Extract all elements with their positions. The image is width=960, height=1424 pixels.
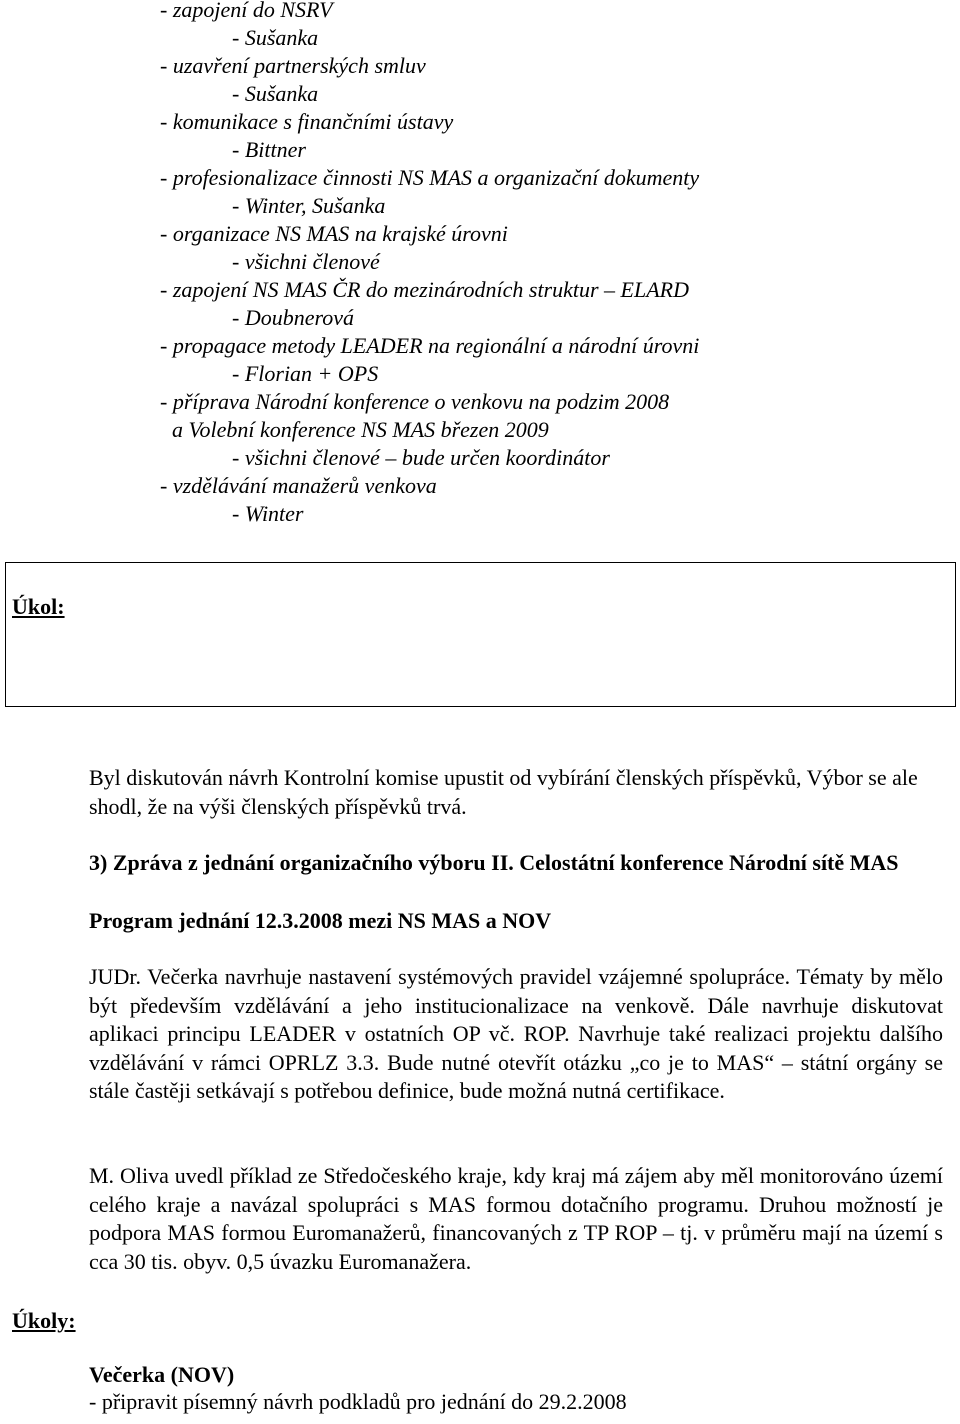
list-item: - vzdělávání manažerů venkova	[160, 473, 437, 498]
section-heading: 3) Zpráva z jednání organizačního výboru II. Celostátní konference Národní sítě MAS	[89, 850, 899, 875]
list-item: - Florian + OPS	[232, 361, 379, 386]
list-item: - Sušanka	[232, 81, 319, 106]
task-item: - připravit písemný návrh podkladů pro jednání do 29.2.2008	[89, 1389, 627, 1414]
discussion-paragraph: Byl diskutován návrh Kontrolní komise upustit od vybírání členských příspěvků, Výbor se ale shodl, že na výši členských příspěvků trvá.	[89, 765, 918, 819]
list-item: - Bittner	[232, 137, 306, 162]
list-item: - Winter	[232, 501, 304, 526]
ukoly-label: Úkoly:	[12, 1308, 76, 1333]
ukol-label: Úkol:	[12, 594, 65, 619]
list-item: - profesionalizace činnosti NS MAS a organizační dokumenty	[160, 165, 700, 190]
list-item: a Volební konference NS MAS březen 2009	[172, 417, 549, 442]
program-heading: Program jednání 12.3.2008 mezi NS MAS a NOV	[89, 908, 552, 933]
paragraph-vecerka: JUDr. Večerka navrhuje nastavení systémových pravidel vzájemné spolupráce. Tématy by mělo být především vzdělávání a jeho institucionalizace na venkově. Dále navrhuje diskutovat aplikaci principu LEADER v ostatních OP vč. ROP. Navrhuje také realizaci projektu dalšího vzdělávání v rámci OPRLZ 3.3. Bude nutné otevřít otázku „co je to MAS“ – státní orgány se stále častěji setkávají s potřebou definice, bude možná nutná certifikace.	[89, 964, 943, 1103]
list-item: - propagace metody LEADER na regionální a národní úrovni	[160, 333, 700, 358]
list-item: - komunikace s finančními ústavy	[160, 109, 454, 134]
list-item: - Winter, Sušanka	[232, 193, 386, 218]
list-item: - Sušanka	[232, 25, 319, 50]
list-item: - Doubnerová	[232, 305, 354, 330]
list-item: - uzavření partnerských smluv	[160, 53, 426, 78]
list-item: - všichni členové	[232, 249, 380, 274]
paragraph-oliva: M. Oliva uvedl příklad ze Středočeského kraje, kdy kraj má zájem aby měl monitorováno území celého kraje a navázal spolupráci s MAS formou dotačního programu. Druhou možností je podpora MAS formou Euromanažerů, financovaných z TP ROP – tj. v průměru mají na území s cca 30 tis. obyv. 0,5 úvazku Euromanažera.	[89, 1163, 943, 1274]
list-item: - příprava Národní konference o venkovu na podzim 2008	[160, 389, 670, 414]
list-item: - zapojení do NSRV	[160, 0, 333, 22]
task-box	[5, 562, 956, 707]
task-owner: Večerka (NOV)	[89, 1362, 235, 1387]
list-item: - všichni členové – bude určen koordinátor	[232, 445, 610, 470]
list-item: - organizace NS MAS na krajské úrovni	[160, 221, 508, 246]
list-item: - zapojení NS MAS ČR do mezinárodních struktur – ELARD	[160, 277, 689, 302]
